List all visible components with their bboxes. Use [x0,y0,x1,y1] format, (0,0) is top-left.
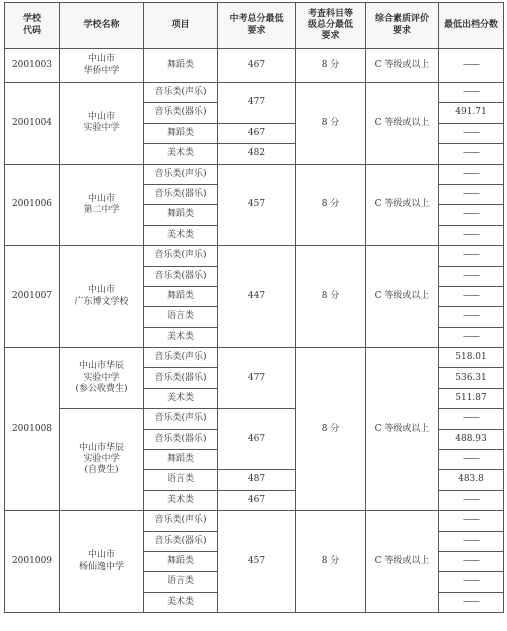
header-min-total: 中考总分最低 要求 [218,3,296,49]
project: 美术类 [144,490,218,510]
evaluation: C 等级或以上 [366,511,439,613]
min-score: —— [439,49,504,83]
min-total: 447 [218,246,296,348]
min-score: —— [439,123,504,143]
min-total: 467 [218,409,296,470]
project: 舞蹈类 [144,551,218,571]
min-score: —— [439,144,504,164]
evaluation: C 等级或以上 [366,49,439,83]
evaluation: C 等级或以上 [366,348,439,511]
project: 语言类 [144,307,218,327]
project: 舞蹈类 [144,123,218,143]
project: 美术类 [144,225,218,245]
level-total: 8 分 [296,511,366,613]
project: 音乐类(声乐) [144,164,218,184]
level-total: 8 分 [296,348,366,511]
school-code: 2001006 [5,164,60,246]
school-name: 中山市华辰 实验中学 (参公收费生) [60,348,144,409]
project: 美术类 [144,592,218,612]
project: 音乐类(声乐) [144,409,218,429]
min-score: —— [439,592,504,612]
school-code: 2001009 [5,511,60,613]
project: 音乐类(声乐) [144,246,218,266]
min-score: —— [439,511,504,531]
min-total: 457 [218,164,296,246]
min-score: —— [439,83,504,103]
school-name: 中山市 华侨中学 [60,49,144,83]
project: 音乐类(器乐) [144,368,218,388]
project: 舞蹈类 [144,49,218,83]
evaluation: C 等级或以上 [366,164,439,246]
min-score: —— [439,307,504,327]
school-code: 2001004 [5,83,60,165]
evaluation: C 等级或以上 [366,83,439,165]
admission-score-table [4,2,504,613]
level-total: 8 分 [296,83,366,165]
min-score: —— [439,490,504,510]
min-score: 536.31 [439,368,504,388]
school-name: 中山市 实验中学 [60,83,144,165]
min-score: —— [439,327,504,347]
level-total: 8 分 [296,164,366,246]
min-score: —— [439,531,504,551]
school-code: 2001008 [5,348,60,511]
header-level-total: 考查科目等 级总分最低 要求 [296,3,366,49]
min-total: 477 [218,348,296,409]
project: 美术类 [144,327,218,347]
header-school-code: 学校 代码 [5,3,60,49]
min-score: 518.01 [439,348,504,368]
min-score: 511.87 [439,388,504,408]
project: 舞蹈类 [144,450,218,470]
project: 音乐类(声乐) [144,511,218,531]
admission-table-wrapper [4,2,504,613]
project: 音乐类(声乐) [144,83,218,103]
project: 音乐类(器乐) [144,103,218,123]
school-code: 2001003 [5,49,60,83]
project: 舞蹈类 [144,205,218,225]
min-score: —— [439,184,504,204]
project: 音乐类(器乐) [144,429,218,449]
min-score: 491.71 [439,103,504,123]
project: 语言类 [144,572,218,592]
project: 音乐类(器乐) [144,531,218,551]
table-row [5,348,504,368]
table-row [5,49,504,83]
min-score: —— [439,286,504,306]
table-row [5,511,504,531]
min-total: 477 [218,83,296,124]
school-name: 中山市华辰 实验中学 (自费生) [60,409,144,511]
header-row [5,3,504,49]
min-score: —— [439,246,504,266]
project: 美术类 [144,388,218,408]
min-score: —— [439,205,504,225]
min-score: —— [439,225,504,245]
min-score: —— [439,572,504,592]
header-project: 项目 [144,3,218,49]
header-school-name: 学校名称 [60,3,144,49]
table-row [5,83,504,103]
min-score: —— [439,551,504,571]
evaluation: C 等级或以上 [366,246,439,348]
project: 美术类 [144,144,218,164]
header-min-score: 最低出档分数 [439,3,504,49]
min-score: —— [439,450,504,470]
min-score: —— [439,409,504,429]
school-code: 2001007 [5,246,60,348]
min-score: 483.8 [439,470,504,490]
level-total: 8 分 [296,246,366,348]
project: 音乐类(声乐) [144,348,218,368]
min-score: —— [439,266,504,286]
min-total: 457 [218,511,296,613]
project: 舞蹈类 [144,286,218,306]
project: 音乐类(器乐) [144,266,218,286]
project: 语言类 [144,470,218,490]
school-name: 中山市 第二中学 [60,164,144,246]
min-total: 467 [218,49,296,83]
project: 音乐类(器乐) [144,184,218,204]
header-evaluation: 综合素质评价 要求 [366,3,439,49]
table-row [5,164,504,184]
min-total: 467 [218,123,296,143]
min-total: 482 [218,144,296,164]
min-score: 488.93 [439,429,504,449]
level-total: 8 分 [296,49,366,83]
school-name: 中山市 广东博文学校 [60,246,144,348]
min-total: 487 [218,470,296,490]
min-score: —— [439,164,504,184]
school-name: 中山市 杨仙逸中学 [60,511,144,613]
table-row [5,246,504,266]
min-total: 467 [218,490,296,510]
